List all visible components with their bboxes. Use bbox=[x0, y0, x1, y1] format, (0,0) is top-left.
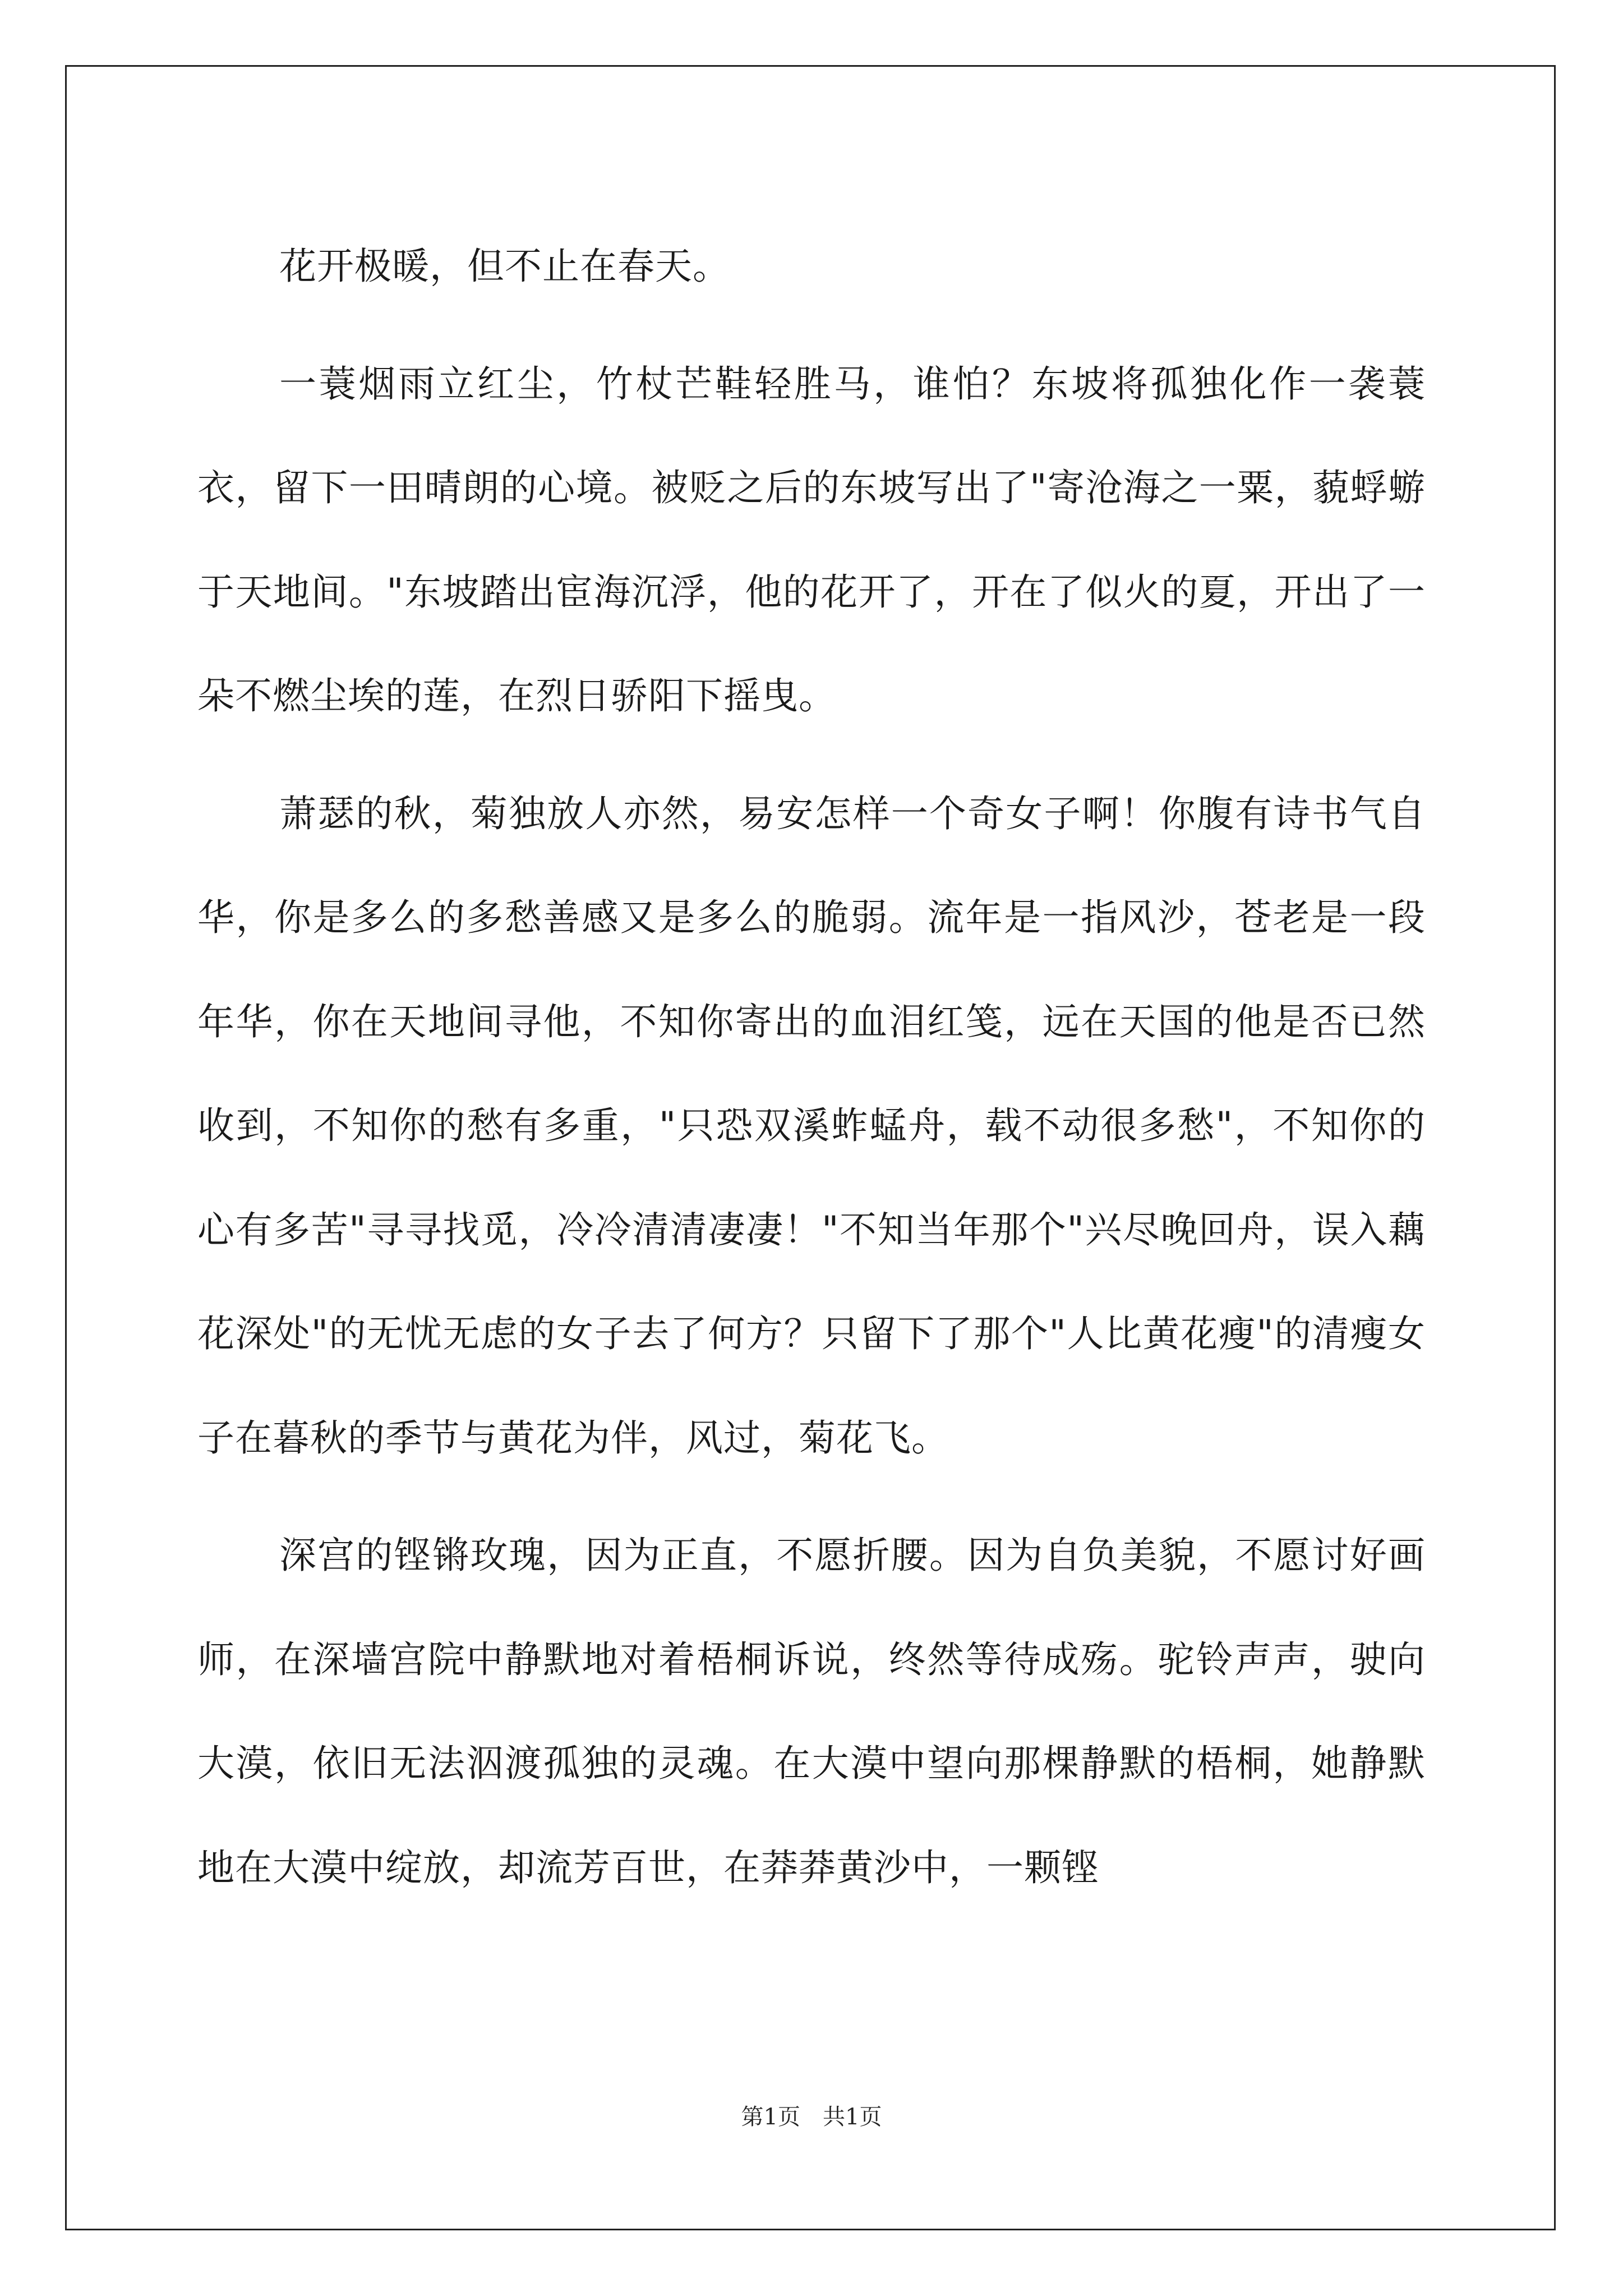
paragraph: 深宫的铿锵玫瑰，因为正直，不愿折腰。因为自负美貌，不愿讨好画师，在深墙宫院中静默地对着梧桐诉说，终然等待成殇。驼铃声声，驶向大漠，依旧无法泅渡孤独的灵魂。在大漠中望向那棵静默的梧桐，她静默地在大漠中绽放，却流芳百世，在莽莽黄沙中，一颗铿 bbox=[197, 1534, 1426, 1889]
total-pages: 共1页 bbox=[823, 2104, 882, 2130]
paragraph: 萧瑟的秋，菊独放人亦然，易安怎样一个奇女子啊！你腹有诗书气自华，你是多么的多愁善感又是多么的脆弱。流年是一指风沙，苍老是一段年华，你在天地间寻他，不知你寄出的血泪红笺，远在天国的他是否已然收到，不知你的愁有多重，"只恐双溪蚱蜢舟，载不动很多愁"，不知你的心有多苦"寻寻找觅，冷冷清清凄凄！"不知当年那个"兴尽晚回舟，误入藕花深处"的无忧无虑的女子去了何方？只留下了那个"人比黄花瘦"的清瘦女子在暮秋的季节与黄花为伴，风过，菊花飞。 bbox=[197, 792, 1426, 1460]
page-footer bbox=[0, 2099, 1623, 2131]
document-body bbox=[197, 214, 1426, 1933]
paragraph: 花开极暖，但不止在春天。 bbox=[279, 245, 730, 288]
page-number: 第1页 bbox=[741, 2104, 800, 2130]
paragraph: 一蓑烟雨立红尘，竹杖芒鞋轻胜马，谁怕？东坡将孤独化作一袭蓑衣，留下一田晴朗的心境。被贬之后的东坡写出了"寄沧海之一粟，藐蜉蝣于天地间。"东坡踏出宦海沉浮，他的花开了，开在了似火的夏，开出了一朵不燃尘埃的莲，在烈日骄阳下摇曳。 bbox=[197, 362, 1426, 717]
